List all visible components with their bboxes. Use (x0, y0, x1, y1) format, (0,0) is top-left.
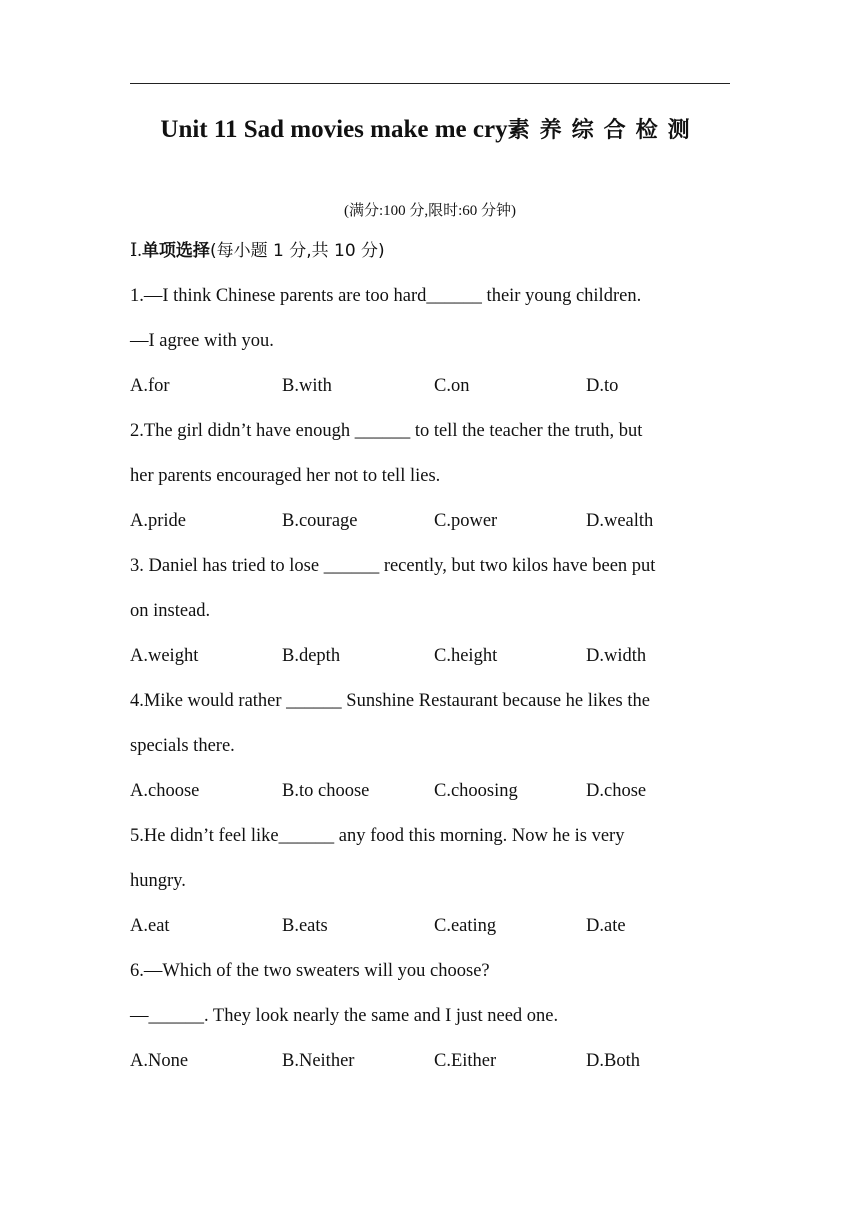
option-c: C.choosing (434, 781, 518, 801)
question-3-options (130, 638, 730, 683)
score-time-note: (满分:100 分,限时:60 分钟) (343, 203, 517, 219)
question-2-line-2: her parents encouraged her not to tell lies. (130, 466, 441, 486)
option-d: D.to (586, 376, 619, 396)
option-b: B.with (282, 376, 332, 396)
option-a: A.eat (130, 916, 170, 936)
question-1-line-2: —I agree with you. (130, 331, 274, 351)
question-3-line-2: on instead. (130, 601, 211, 621)
question-2-line-1: 2.The girl didn’t have enough ______ to tell the teacher the truth, but (130, 421, 643, 441)
option-c: C.height (434, 646, 498, 666)
question-5-line-1: 5.He didn’t feel like______ any food this morning. Now he is very (130, 826, 625, 846)
question-4-line-2: specials there. (130, 736, 235, 756)
option-c: C.eating (434, 916, 497, 936)
option-b: B.Neither (282, 1051, 355, 1071)
header-rule (130, 83, 730, 84)
option-a: A.weight (130, 646, 199, 666)
option-d: D.Both (586, 1051, 640, 1071)
question-6-options (130, 1043, 730, 1088)
option-b: B.to choose (282, 781, 370, 801)
question-6-line-2: —______. They look nearly the same and I just need one. (130, 1006, 559, 1026)
option-b: B.courage (282, 511, 358, 531)
option-c: C.on (434, 376, 470, 396)
section-number: Ⅰ. (130, 241, 142, 261)
section-note: (每小题 1 分,共 10 分) (209, 241, 385, 261)
option-d: D.chose (586, 781, 647, 801)
document-title (130, 108, 730, 152)
question-4-options (130, 773, 730, 818)
title-chinese: 素养综合检测 (507, 118, 700, 143)
option-b: B.eats (282, 916, 328, 936)
option-a: A.None (130, 1051, 189, 1071)
question-body (130, 233, 730, 1088)
question-6-line-1: 6.—Which of the two sweaters will you choose? (130, 961, 490, 981)
section-heading (130, 233, 730, 278)
option-a: A.for (130, 376, 170, 396)
question-1-options (130, 368, 730, 413)
title-english: Unit 11 Sad movies make me cry (160, 116, 508, 143)
option-d: D.width (586, 646, 647, 666)
option-d: D.wealth (586, 511, 654, 531)
option-c: C.Either (434, 1051, 497, 1071)
question-3-line-1: 3. Daniel has tried to lose ______ recently, but two kilos have been put (130, 556, 656, 576)
option-c: C.power (434, 511, 498, 531)
option-a: A.pride (130, 511, 186, 531)
question-5-line-2: hungry. (130, 871, 186, 891)
section-title: 单项选择 (141, 241, 210, 261)
option-a: A.choose (130, 781, 200, 801)
option-b: B.depth (282, 646, 341, 666)
question-4-line-1: 4.Mike would rather ______ Sunshine Restaurant because he likes the (130, 691, 650, 711)
question-5-options (130, 908, 730, 953)
question-2-options (130, 503, 730, 548)
question-1-line-1: 1.—I think Chinese parents are too hard______ their young children. (130, 286, 642, 306)
option-d: D.ate (586, 916, 626, 936)
